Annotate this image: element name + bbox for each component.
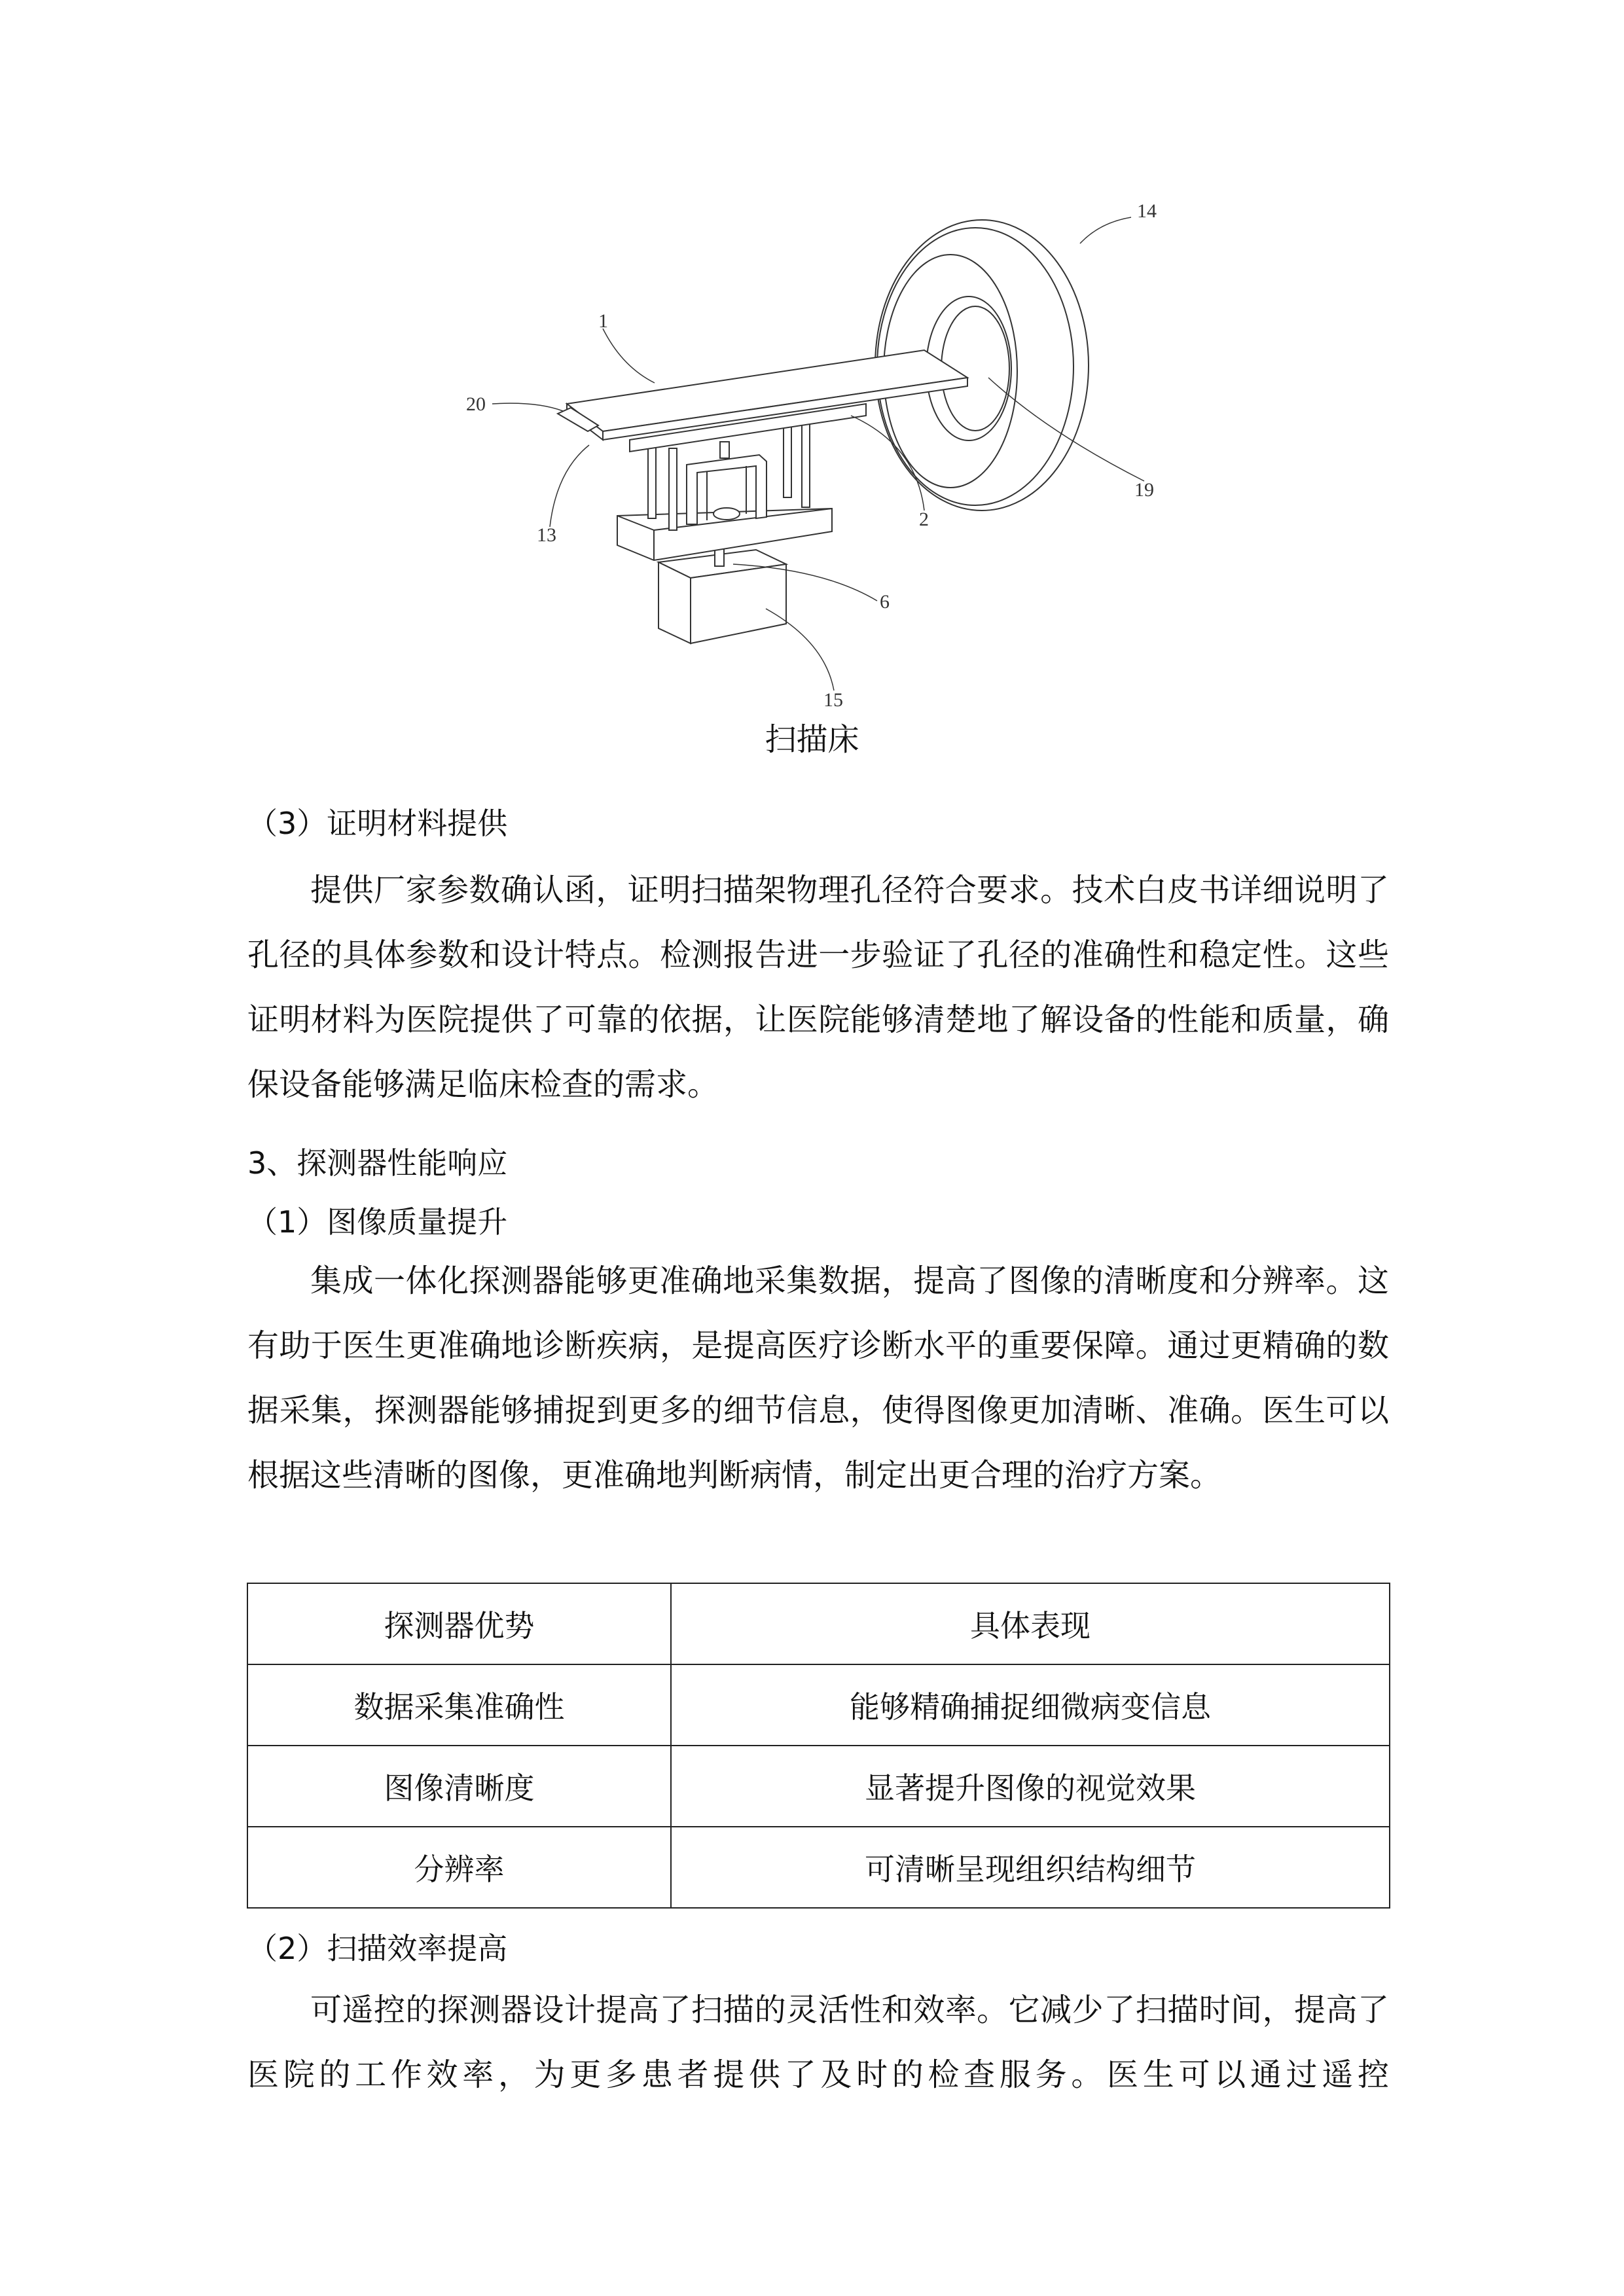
label-15: 15 <box>823 689 843 711</box>
heading-proof-materials: （3）证明材料提供 <box>247 806 508 841</box>
label-19: 19 <box>1134 479 1154 501</box>
table-header: 探测器优势 <box>247 1583 671 1664</box>
label-13: 13 <box>537 524 556 546</box>
heading-scan-efficiency: （2）扫描效率提高 <box>247 1931 508 1966</box>
table-header: 具体表现 <box>671 1583 1390 1664</box>
label-6: 6 <box>880 591 890 613</box>
bed-base <box>617 404 866 643</box>
label-1: 1 <box>598 310 608 332</box>
label-14: 14 <box>1137 200 1157 222</box>
detector-advantages-table <box>247 1583 1390 1909</box>
figure-caption: 扫描床 <box>765 721 859 758</box>
paragraph-proof-materials: 提供厂家参数确认函，证明扫描架物理孔径符合要求。技术白皮书详细说明了孔径的具体参数和设计特点。检测报告进一步验证了孔径的准确性和稳定性。这些证明材料为医院提供了可靠的依据，让医院能够清楚地了解设备的性能和质量，确保设备能够满足临床检查的需求。 <box>247 872 1389 1103</box>
paragraph-image-quality: 集成一体化探测器能够更准确地采集数据，提高了图像的清晰度和分辨率。这有助于医生更准确地诊断疾病，是提高医疗诊断水平的重要保障。通过更精确的数据采集，探测器能够捕捉到更多的细节信息，使得图像更加清晰、准确。医生可以根据这些清晰的图像，更准确地判断病情，制定出更合理的治疗方案。 <box>247 1263 1389 1494</box>
table-cell: 图像清晰度 <box>247 1746 671 1827</box>
table-cell: 可清晰呈现组织结构细节 <box>671 1827 1390 1908</box>
table-cell: 数据采集准确性 <box>247 1664 671 1746</box>
table-row <box>247 1746 1390 1827</box>
table-row <box>247 1664 1390 1746</box>
table-header-row <box>247 1583 1390 1664</box>
scan-bed-diagram <box>458 183 1211 720</box>
table-cell: 能够精确捕捉细微病变信息 <box>671 1664 1390 1746</box>
heading-detector-performance: 3、探测器性能响应 <box>247 1145 508 1181</box>
label-20: 20 <box>466 393 486 415</box>
label-2: 2 <box>919 509 929 530</box>
heading-image-quality: （1）图像质量提升 <box>247 1204 508 1240</box>
table-cell: 显著提升图像的视觉效果 <box>671 1746 1390 1827</box>
paragraph-scan-efficiency: 可遥控的探测器设计提高了扫描的灵活性和效率。它减少了扫描时间，提高了医院的工作效率，为更多患者提供了及时的检查服务。医生可以通过遥控 <box>247 1992 1389 2093</box>
table-cell: 分辨率 <box>247 1827 671 1908</box>
table-row <box>247 1827 1390 1908</box>
